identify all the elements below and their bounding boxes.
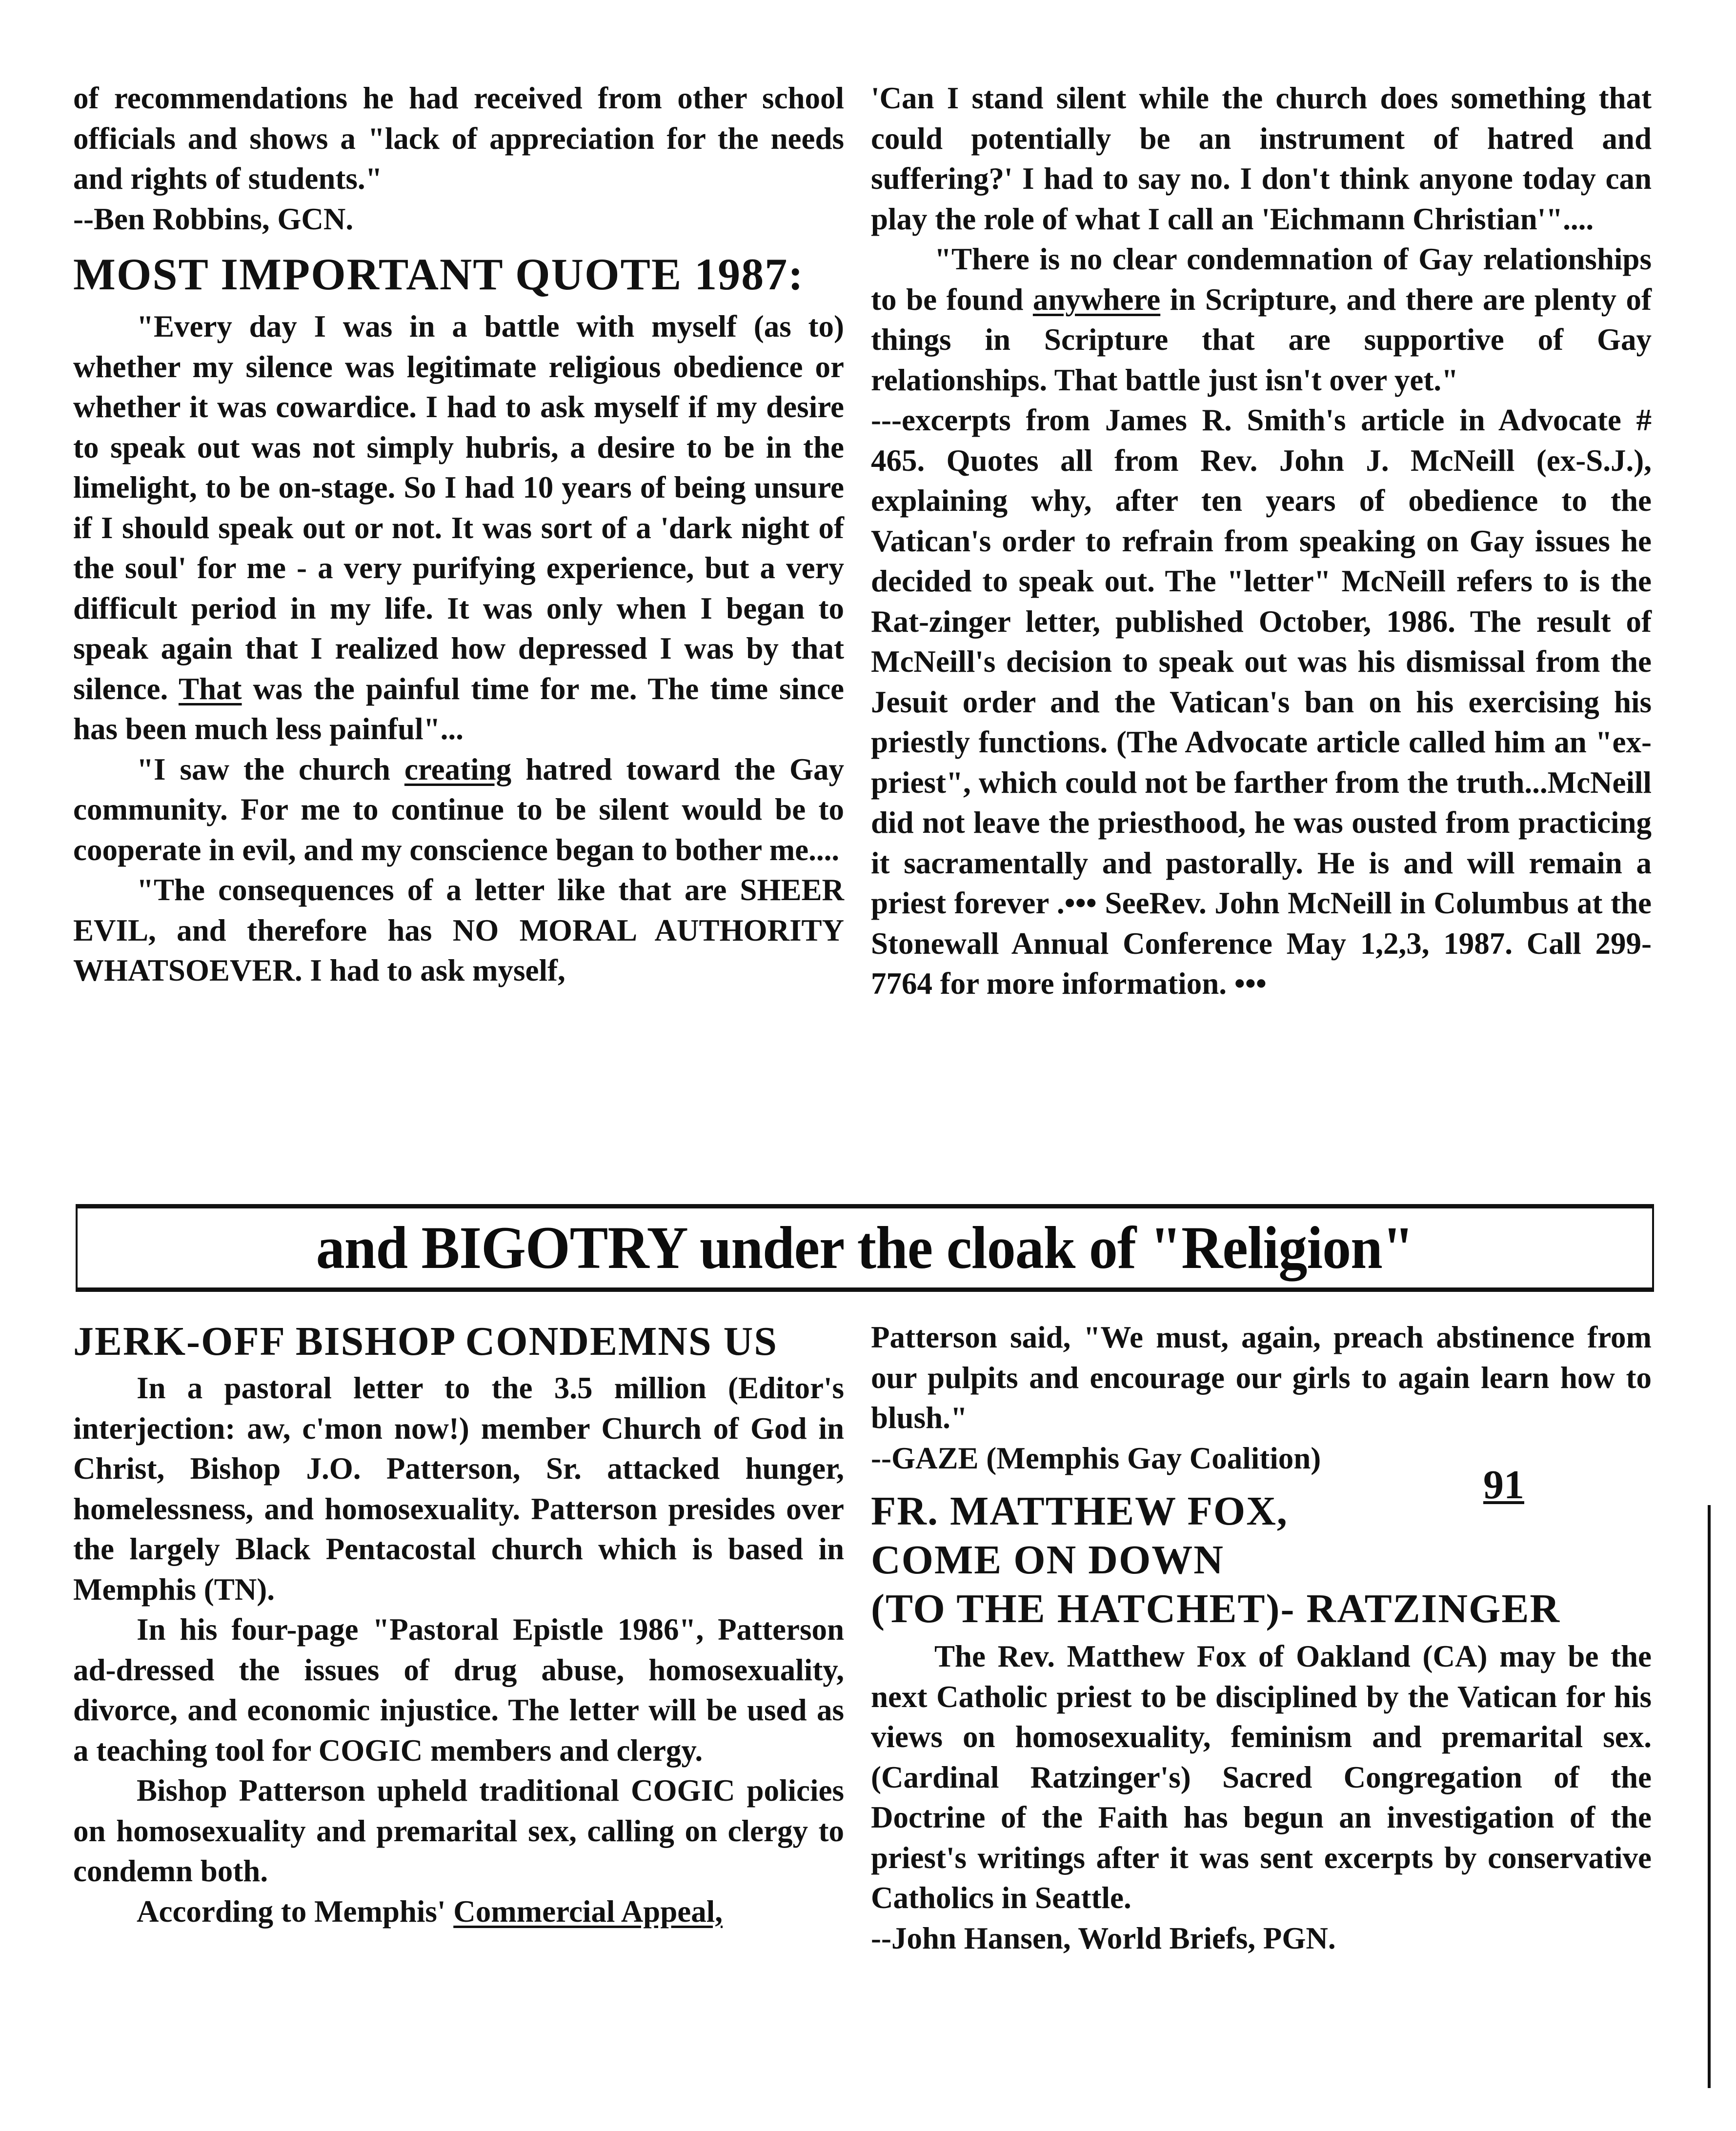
- vertical-rule: [1708, 1505, 1711, 2088]
- fox-article-heading: [871, 1487, 1652, 1633]
- quote-2-text-a: "I saw the church: [137, 752, 390, 786]
- section-banner: [76, 1204, 1654, 1292]
- intro-paragraph: of recommendations he had received from other school officials and shows a "lack of appreciation for the needs and rights of students.": [73, 81, 844, 196]
- fox-paragraph: The Rev. Matthew Fox of Oakland (CA) may be the next Catholic priest to be disciplined by the Vatican for his views on homosexuality, feminism and premarital sex. (Cardinal Ratzinger's) Sacred Congregation of the Doctrine of the Faith has begun an investigation of the priest's writings after it was sent excerpts by conservative Catholics in Seattle.: [871, 1639, 1652, 1915]
- intro-attribution: --Ben Robbins, GCN.: [73, 201, 354, 236]
- bishop-paragraph-4: [73, 1891, 844, 1932]
- bishop-paragraph-2: In his four-page "Pastoral Epistle 1986", Patterson ad-dressed the issues of drug abuse, homosexuality, divorce, and economic injustice. The letter will be used as a teaching tool for COGIC members and clergy.: [73, 1612, 844, 1768]
- quote-1-text-a: "Every day I was in a battle with myself (as to) whether my silence was legitimate religious obedience or whether it was cowardice. I had to ask myself if my desire to speak out was not simply hubris, a desire to be in the limelight, to be on-stage. So I had 10 years of being unsure if I should speak out or not. It was sort of a 'dark night of the soul' for me - a very purifying experience, but a very difficult period in my life. It was only when I began to speak again that I realized how depressed I was by that silence.: [73, 309, 844, 706]
- quote-4-text-a: "There is no clear condemnation of Gay relationships to be found: [871, 242, 1652, 317]
- top-right-column: [871, 78, 1652, 1004]
- quote-paragraph-1: [73, 306, 844, 749]
- gaze-attribution: --GAZE (Memphis Gay Coalition): [871, 1441, 1321, 1475]
- most-important-quote-heading: MOST IMPORTANT QUOTE 1987:: [73, 249, 804, 299]
- bishop-paragraph-1: In a pastoral letter to the 3.5 million (Editor's interjection: aw, c'mon now!) member Church of God in Christ, Bishop J.O. Patterson, Sr. attacked hunger, homelessness, and homosexuality. Patterson presides over the largely Black Pentacostal church which is based in Memphis (TN).: [73, 1371, 844, 1607]
- quote-paragraph-4: [871, 239, 1652, 400]
- bottom-right-column: [871, 1317, 1652, 1958]
- page-number: 91: [1483, 1462, 1524, 1508]
- bishop-article-heading: JERK-OFF BISHOP CONDEMNS US: [73, 1319, 778, 1364]
- commercial-appeal-source: Commercial Appeal,: [453, 1894, 723, 1929]
- pgn-attribution: --John Hansen, World Briefs, PGN.: [871, 1921, 1336, 1955]
- bishop-paragraph-3: Bishop Patterson upheld traditional COGIC policies on homosexuality and premarital sex, calling on clergy to condemn both.: [73, 1773, 844, 1888]
- fox-heading-line-2: COME ON DOWN: [871, 1537, 1224, 1583]
- quote-4-emphasis: anywhere: [1032, 282, 1161, 317]
- quote-2-text-b: hatred toward the Gay community. For me to continue to be silent would be to cooperate in evil, and my conscience began to bother me....: [73, 752, 845, 867]
- banner-title: and BIGOTRY under the cloak of "Religion": [316, 1214, 1414, 1282]
- fox-heading-line-1: FR. MATTHEW FOX,: [871, 1488, 1288, 1534]
- bottom-left-column: [73, 1317, 844, 1931]
- fox-heading-line-3: (TO THE HATCHET)- RATZINGER: [871, 1586, 1561, 1631]
- quote-1-emphasis: That: [178, 671, 242, 706]
- quote-2-emphasis: creating: [404, 752, 512, 786]
- editorial-note: ---excerpts from James R. Smith's article in Advocate # 465. Quotes all from Rev. John J. McNeill (ex-S.J.), explaining why, after ten years of obedience to the Vatican's order to refrain from speaking on Gay issues he decided to speak out. The "letter" McNeill refers to is the Rat-zinger letter, published October, 1986. The result of McNeill's decision to speak out was his dismissal from the Jesuit order and the Vatican's ban on his exercising his priestly functions. (The Advocate article called him an "ex-priest", which could not be farther from the truth...McNeill did not leave the priesthood, he was ousted from practicing it sacramentally and pastorally. He is and will remain a priest forever .••• SeeRev. John McNeill in Columbus at the Stonewall Annual Conference May 1,2,3, 1987. Call 299-7764 for more information. •••: [871, 403, 1652, 1001]
- bishop-paragraph-4-prefix: According to Memphis': [137, 1894, 446, 1929]
- quote-4-text-b: in Scripture, and there are plenty of things in Scripture that are supportive of Gay relationships. That battle just isn't over yet.": [871, 282, 1652, 397]
- quote-1-text-b: was the painful time for me. The time since has been much less painful"...: [73, 671, 844, 746]
- quote-paragraph-3: "The consequences of a letter like that are SHEER EVIL, and therefore has NO MORAL AUTHORITY WHATSOEVER. I had to ask myself,: [73, 873, 844, 987]
- top-left-column: [73, 78, 844, 991]
- quote-paragraph-2: [73, 749, 844, 870]
- bishop-paragraph-continued: Patterson said, "We must, again, preach abstinence from our pulpits and encourage our girls to again learn how to blush.": [871, 1320, 1652, 1435]
- quote-3-continued: 'Can I stand silent while the church does something that could potentially be an instrument of hatred and suffering?' I had to say no. I don't think anyone today can play the role of what I call an 'Eichmann Christian'"....: [871, 81, 1652, 236]
